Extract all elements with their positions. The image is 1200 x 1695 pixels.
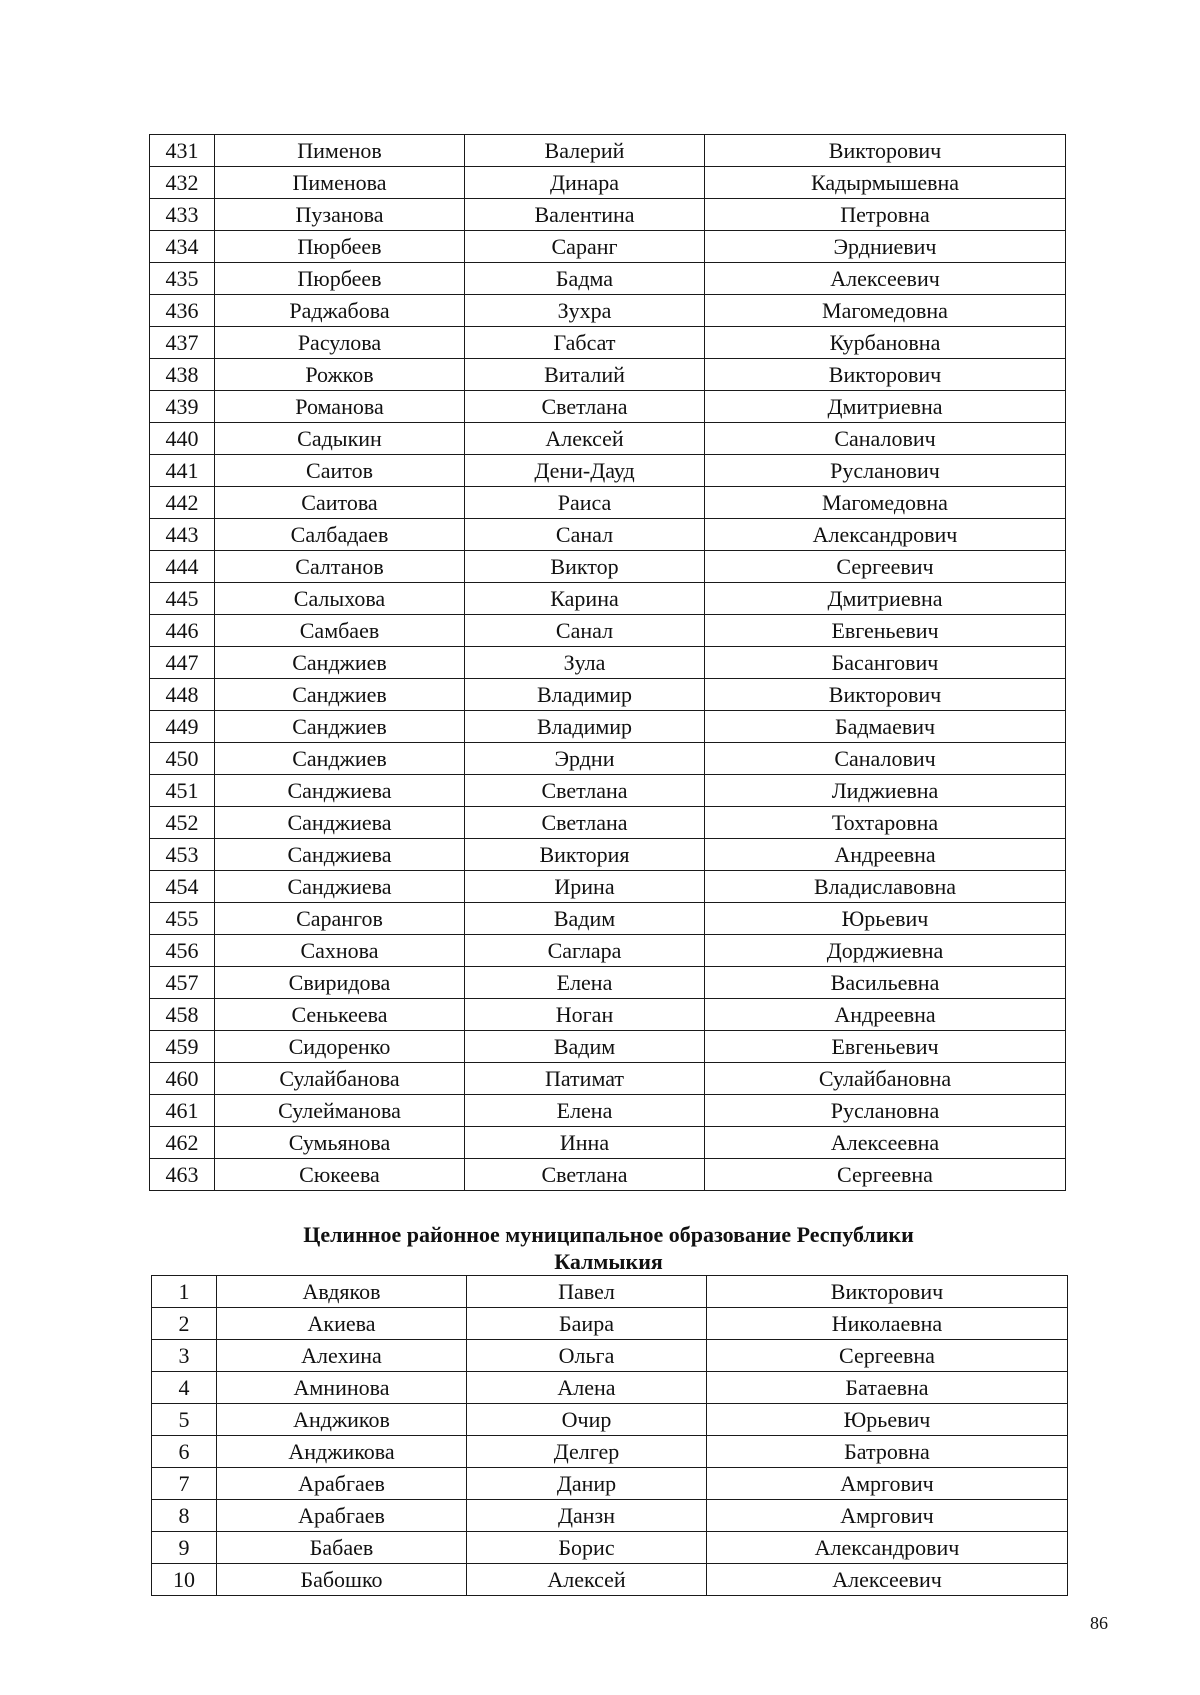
patronymic-cell: Магомедовна — [705, 295, 1066, 327]
first-name-cell: Ноган — [465, 999, 705, 1031]
row-number-cell: 5 — [152, 1404, 217, 1436]
row-number-cell: 439 — [150, 391, 215, 423]
row-number-cell: 461 — [150, 1095, 215, 1127]
row-number-cell: 10 — [152, 1564, 217, 1596]
table-row — [152, 1372, 1068, 1404]
table-row — [150, 1159, 1066, 1191]
section-heading — [150, 1221, 1067, 1275]
table-row — [150, 167, 1066, 199]
first-name-cell: Виталий — [465, 359, 705, 391]
last-name-cell: Анджиков — [217, 1404, 467, 1436]
first-name-cell: Саранг — [465, 231, 705, 263]
last-name-cell: Пименов — [215, 135, 465, 167]
row-number-cell: 457 — [150, 967, 215, 999]
first-name-cell: Светлана — [465, 391, 705, 423]
patronymic-cell: Саналович — [705, 423, 1066, 455]
row-number-cell: 442 — [150, 487, 215, 519]
last-name-cell: Сюкеева — [215, 1159, 465, 1191]
last-name-cell: Арабгаев — [217, 1500, 467, 1532]
first-name-cell: Санал — [465, 519, 705, 551]
patronymic-cell: Тохтаровна — [705, 807, 1066, 839]
table-row — [150, 1127, 1066, 1159]
row-number-cell: 8 — [152, 1500, 217, 1532]
patronymic-cell: Сулайбановна — [705, 1063, 1066, 1095]
second-table-body — [152, 1276, 1068, 1596]
last-name-cell: Самбаев — [215, 615, 465, 647]
patronymic-cell: Лиджиевна — [705, 775, 1066, 807]
first-name-cell: Инна — [465, 1127, 705, 1159]
table-row — [150, 711, 1066, 743]
last-name-cell: Рожков — [215, 359, 465, 391]
row-number-cell: 446 — [150, 615, 215, 647]
table-row — [152, 1500, 1068, 1532]
last-name-cell: Бабаев — [217, 1532, 467, 1564]
first-name-cell: Павел — [467, 1276, 707, 1308]
table-row — [150, 679, 1066, 711]
table-row — [150, 583, 1066, 615]
first-name-cell: Бадма — [465, 263, 705, 295]
first-name-cell: Очир — [467, 1404, 707, 1436]
row-number-cell: 3 — [152, 1340, 217, 1372]
last-name-cell: Санджиев — [215, 679, 465, 711]
last-name-cell: Сахнова — [215, 935, 465, 967]
first-name-cell: Баира — [467, 1308, 707, 1340]
patronymic-cell: Кадырмышевна — [705, 167, 1066, 199]
last-name-cell: Амнинова — [217, 1372, 467, 1404]
table-row — [150, 487, 1066, 519]
row-number-cell: 447 — [150, 647, 215, 679]
last-name-cell: Санджиева — [215, 839, 465, 871]
table-row — [150, 263, 1066, 295]
row-number-cell: 1 — [152, 1276, 217, 1308]
first-name-cell: Санал — [465, 615, 705, 647]
first-name-cell: Зухра — [465, 295, 705, 327]
last-name-cell: Салбадаев — [215, 519, 465, 551]
table-row — [150, 359, 1066, 391]
first-name-cell: Елена — [465, 1095, 705, 1127]
first-name-cell: Габсат — [465, 327, 705, 359]
last-name-cell: Салыхова — [215, 583, 465, 615]
row-number-cell: 433 — [150, 199, 215, 231]
last-name-cell: Пюрбеев — [215, 231, 465, 263]
patronymic-cell: Петровна — [705, 199, 1066, 231]
first-name-cell: Дени-Дауд — [465, 455, 705, 487]
patronymic-cell: Русланович — [705, 455, 1066, 487]
row-number-cell: 437 — [150, 327, 215, 359]
first-name-cell: Владимир — [465, 679, 705, 711]
patronymic-cell: Сергеевна — [707, 1340, 1068, 1372]
table-row — [152, 1468, 1068, 1500]
row-number-cell: 432 — [150, 167, 215, 199]
patronymic-cell: Викторович — [705, 359, 1066, 391]
row-number-cell: 435 — [150, 263, 215, 295]
first-name-cell: Делгер — [467, 1436, 707, 1468]
first-name-cell: Зула — [465, 647, 705, 679]
last-name-cell: Санджиев — [215, 647, 465, 679]
table-row — [150, 775, 1066, 807]
row-number-cell: 436 — [150, 295, 215, 327]
row-number-cell: 440 — [150, 423, 215, 455]
patronymic-cell: Юрьевич — [707, 1404, 1068, 1436]
row-number-cell: 9 — [152, 1532, 217, 1564]
table-row — [152, 1436, 1068, 1468]
table-row — [150, 551, 1066, 583]
table-row — [150, 519, 1066, 551]
patronymic-cell: Алексеевна — [705, 1127, 1066, 1159]
patronymic-cell: Владиславовна — [705, 871, 1066, 903]
patronymic-cell: Батровна — [707, 1436, 1068, 1468]
last-name-cell: Авдяков — [217, 1276, 467, 1308]
last-name-cell: Сулейманова — [215, 1095, 465, 1127]
table-row — [150, 1031, 1066, 1063]
row-number-cell: 434 — [150, 231, 215, 263]
last-name-cell: Свиридова — [215, 967, 465, 999]
last-name-cell: Пименова — [215, 167, 465, 199]
table-row — [150, 135, 1066, 167]
patronymic-cell: Сергеевич — [705, 551, 1066, 583]
row-number-cell: 450 — [150, 743, 215, 775]
last-name-cell: Анджикова — [217, 1436, 467, 1468]
table-row — [150, 903, 1066, 935]
first-name-cell: Светлана — [465, 775, 705, 807]
last-name-cell: Акиева — [217, 1308, 467, 1340]
table-row — [150, 391, 1066, 423]
first-name-cell: Эрдни — [465, 743, 705, 775]
table-row — [150, 295, 1066, 327]
patronymic-cell: Амргович — [707, 1500, 1068, 1532]
row-number-cell: 463 — [150, 1159, 215, 1191]
table-row — [150, 999, 1066, 1031]
row-number-cell: 4 — [152, 1372, 217, 1404]
first-name-cell: Данир — [467, 1468, 707, 1500]
row-number-cell: 456 — [150, 935, 215, 967]
first-name-cell: Светлана — [465, 1159, 705, 1191]
last-name-cell: Саитова — [215, 487, 465, 519]
first-name-cell: Виктория — [465, 839, 705, 871]
last-name-cell: Сарангов — [215, 903, 465, 935]
table-row — [150, 647, 1066, 679]
first-name-cell: Карина — [465, 583, 705, 615]
patronymic-cell: Викторович — [705, 135, 1066, 167]
patronymic-cell: Евгеньевич — [705, 1031, 1066, 1063]
table-row — [150, 1063, 1066, 1095]
row-number-cell: 445 — [150, 583, 215, 615]
first-name-cell: Светлана — [465, 807, 705, 839]
last-name-cell: Пузанова — [215, 199, 465, 231]
table-row — [152, 1532, 1068, 1564]
main-table-body — [150, 135, 1066, 1191]
row-number-cell: 444 — [150, 551, 215, 583]
first-name-cell: Алексей — [467, 1564, 707, 1596]
first-name-cell: Алексей — [465, 423, 705, 455]
row-number-cell: 441 — [150, 455, 215, 487]
table-row — [152, 1564, 1068, 1596]
table-row — [150, 935, 1066, 967]
last-name-cell: Арабгаев — [217, 1468, 467, 1500]
patronymic-cell: Руслановна — [705, 1095, 1066, 1127]
patronymic-cell: Николаевна — [707, 1308, 1068, 1340]
table-row — [150, 231, 1066, 263]
page-number: 86 — [1090, 1613, 1108, 1633]
patronymic-cell: Курбановна — [705, 327, 1066, 359]
first-name-cell: Ольга — [467, 1340, 707, 1372]
row-number-cell: 454 — [150, 871, 215, 903]
patronymic-cell: Васильевна — [705, 967, 1066, 999]
row-number-cell: 451 — [150, 775, 215, 807]
last-name-cell: Саитов — [215, 455, 465, 487]
table-row — [150, 455, 1066, 487]
table-row — [150, 807, 1066, 839]
section-heading-line2: Калмыкия — [554, 1249, 663, 1274]
last-name-cell: Бабошко — [217, 1564, 467, 1596]
first-name-cell: Ирина — [465, 871, 705, 903]
table-row — [150, 839, 1066, 871]
row-number-cell: 443 — [150, 519, 215, 551]
first-name-cell: Владимир — [465, 711, 705, 743]
first-name-cell: Раиса — [465, 487, 705, 519]
table-row — [152, 1308, 1068, 1340]
first-name-cell: Борис — [467, 1532, 707, 1564]
first-name-cell: Вадим — [465, 903, 705, 935]
row-number-cell: 462 — [150, 1127, 215, 1159]
row-number-cell: 458 — [150, 999, 215, 1031]
first-name-cell: Валентина — [465, 199, 705, 231]
last-name-cell: Санджиев — [215, 711, 465, 743]
table-row — [152, 1404, 1068, 1436]
last-name-cell: Романова — [215, 391, 465, 423]
table-row — [152, 1276, 1068, 1308]
last-name-cell: Сенькеева — [215, 999, 465, 1031]
patronymic-cell: Александрович — [705, 519, 1066, 551]
first-name-cell: Патимат — [465, 1063, 705, 1095]
last-name-cell: Сумьянова — [215, 1127, 465, 1159]
patronymic-cell: Викторович — [707, 1276, 1068, 1308]
patronymic-cell: Эрдниевич — [705, 231, 1066, 263]
row-number-cell: 459 — [150, 1031, 215, 1063]
row-number-cell: 438 — [150, 359, 215, 391]
table-row — [150, 871, 1066, 903]
last-name-cell: Пюрбеев — [215, 263, 465, 295]
table-row — [152, 1340, 1068, 1372]
second-table — [151, 1275, 1068, 1596]
last-name-cell: Расулова — [215, 327, 465, 359]
first-name-cell: Вадим — [465, 1031, 705, 1063]
row-number-cell: 453 — [150, 839, 215, 871]
table-row — [150, 327, 1066, 359]
table-row — [150, 743, 1066, 775]
last-name-cell: Санджиев — [215, 743, 465, 775]
first-name-cell: Алена — [467, 1372, 707, 1404]
row-number-cell: 449 — [150, 711, 215, 743]
last-name-cell: Сидоренко — [215, 1031, 465, 1063]
table-row — [150, 423, 1066, 455]
first-name-cell: Данзн — [467, 1500, 707, 1532]
last-name-cell: Санджиева — [215, 775, 465, 807]
patronymic-cell: Дмитриевна — [705, 391, 1066, 423]
patronymic-cell: Александрович — [707, 1532, 1068, 1564]
patronymic-cell: Магомедовна — [705, 487, 1066, 519]
patronymic-cell: Дмитриевна — [705, 583, 1066, 615]
patronymic-cell: Басангович — [705, 647, 1066, 679]
patronymic-cell: Евгеньевич — [705, 615, 1066, 647]
last-name-cell: Санджиева — [215, 871, 465, 903]
main-table — [149, 134, 1066, 1191]
patronymic-cell: Андреевна — [705, 839, 1066, 871]
first-name-cell: Виктор — [465, 551, 705, 583]
last-name-cell: Раджабова — [215, 295, 465, 327]
patronymic-cell: Саналович — [705, 743, 1066, 775]
patronymic-cell: Алексеевич — [707, 1564, 1068, 1596]
first-name-cell: Валерий — [465, 135, 705, 167]
patronymic-cell: Бадмаевич — [705, 711, 1066, 743]
last-name-cell: Алехина — [217, 1340, 467, 1372]
row-number-cell: 431 — [150, 135, 215, 167]
table-row — [150, 1095, 1066, 1127]
row-number-cell: 448 — [150, 679, 215, 711]
section-heading-line1: Целинное районное муниципальное образование Республики — [303, 1222, 914, 1247]
patronymic-cell: Алексеевич — [705, 263, 1066, 295]
patronymic-cell: Дорджиевна — [705, 935, 1066, 967]
patronymic-cell: Сергеевна — [705, 1159, 1066, 1191]
last-name-cell: Санджиева — [215, 807, 465, 839]
first-name-cell: Саглара — [465, 935, 705, 967]
patronymic-cell: Батаевна — [707, 1372, 1068, 1404]
patronymic-cell: Юрьевич — [705, 903, 1066, 935]
row-number-cell: 452 — [150, 807, 215, 839]
row-number-cell: 6 — [152, 1436, 217, 1468]
row-number-cell: 7 — [152, 1468, 217, 1500]
patronymic-cell: Викторович — [705, 679, 1066, 711]
first-name-cell: Динара — [465, 167, 705, 199]
last-name-cell: Садыкин — [215, 423, 465, 455]
row-number-cell: 460 — [150, 1063, 215, 1095]
patronymic-cell: Амргович — [707, 1468, 1068, 1500]
table-row — [150, 967, 1066, 999]
table-row — [150, 199, 1066, 231]
row-number-cell: 2 — [152, 1308, 217, 1340]
table-row — [150, 615, 1066, 647]
patronymic-cell: Андреевна — [705, 999, 1066, 1031]
first-name-cell: Елена — [465, 967, 705, 999]
last-name-cell: Сулайбанова — [215, 1063, 465, 1095]
last-name-cell: Салтанов — [215, 551, 465, 583]
row-number-cell: 455 — [150, 903, 215, 935]
